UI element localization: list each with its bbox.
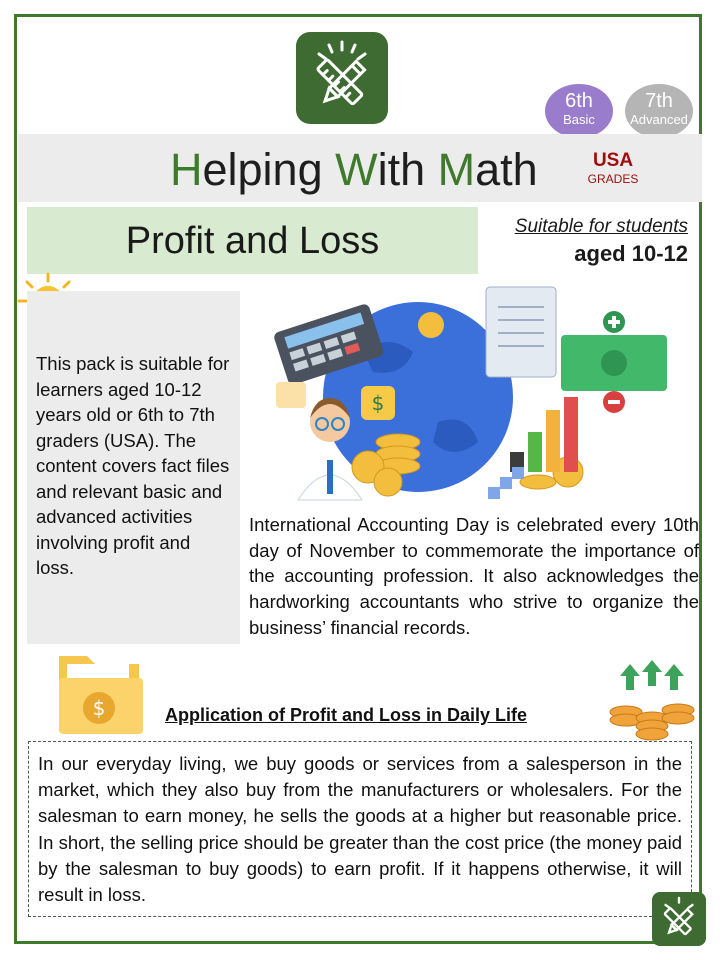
application-text: In our everyday living, we buy goods or services from a salesperson in the market, which they also buy from the manufacturers or wholesalers. For the salesman to earn money, he sells the goods at a higher but reasonable price. In short, the selling price should be greater than the cost price (the money paid by the salesman to buy goods) to earn profit. If it happens otherwise, it will result in loss. xyxy=(38,753,682,906)
site-title xyxy=(170,142,538,198)
pencil-ruler-logo-icon xyxy=(296,32,388,124)
topic-title: Profit and Loss xyxy=(125,220,380,262)
country-sub-label: GRADES xyxy=(587,172,639,186)
grade-7-label: 7th xyxy=(645,90,673,112)
title-word-ath: ath xyxy=(475,144,538,195)
age-label: aged 10-12 xyxy=(574,241,688,266)
svg-text:$: $ xyxy=(371,391,385,415)
finance-scene-illustration xyxy=(268,282,678,502)
coins-arrows-icon xyxy=(606,660,698,742)
title-word-ith: ith xyxy=(377,144,438,195)
application-heading: Application of Profit and Loss in Daily Life xyxy=(165,705,528,725)
pencil-ruler-mini-logo-icon xyxy=(652,892,706,946)
accounting-day-text: International Accounting Day is celebrated every 10th day of November to commemorate the importance of the accounting profession. It also acknowledges the hardworking accountants who strive to organize the business’ financial records. xyxy=(249,514,699,638)
topic-banner xyxy=(27,207,478,274)
title-word-elping: elping xyxy=(202,144,336,195)
title-letter-h: H xyxy=(170,144,203,195)
intro-panel xyxy=(27,291,240,644)
grade-6-label: 6th xyxy=(565,90,593,112)
title-letter-m: M xyxy=(437,144,476,195)
usa-grades-label xyxy=(578,150,648,186)
grade-7-level: Advanced xyxy=(630,112,688,127)
country-label: USA xyxy=(592,150,634,171)
money-folder-icon xyxy=(55,646,147,738)
grade-6-level: Basic xyxy=(563,112,595,127)
suitable-label: Suitable for students xyxy=(514,216,688,237)
grade-6-basic-badge xyxy=(545,84,613,138)
svg-text:$: $ xyxy=(92,696,106,720)
intro-text: This pack is suitable for learners aged 10-12 years old or 6th to 7th graders (USA). The content covers fact files and relevant basic and advanced activities involving profit and loss. xyxy=(36,353,230,578)
application-box xyxy=(28,741,692,917)
title-letter-w: W xyxy=(335,144,378,195)
grade-7-advanced-badge xyxy=(625,84,693,138)
